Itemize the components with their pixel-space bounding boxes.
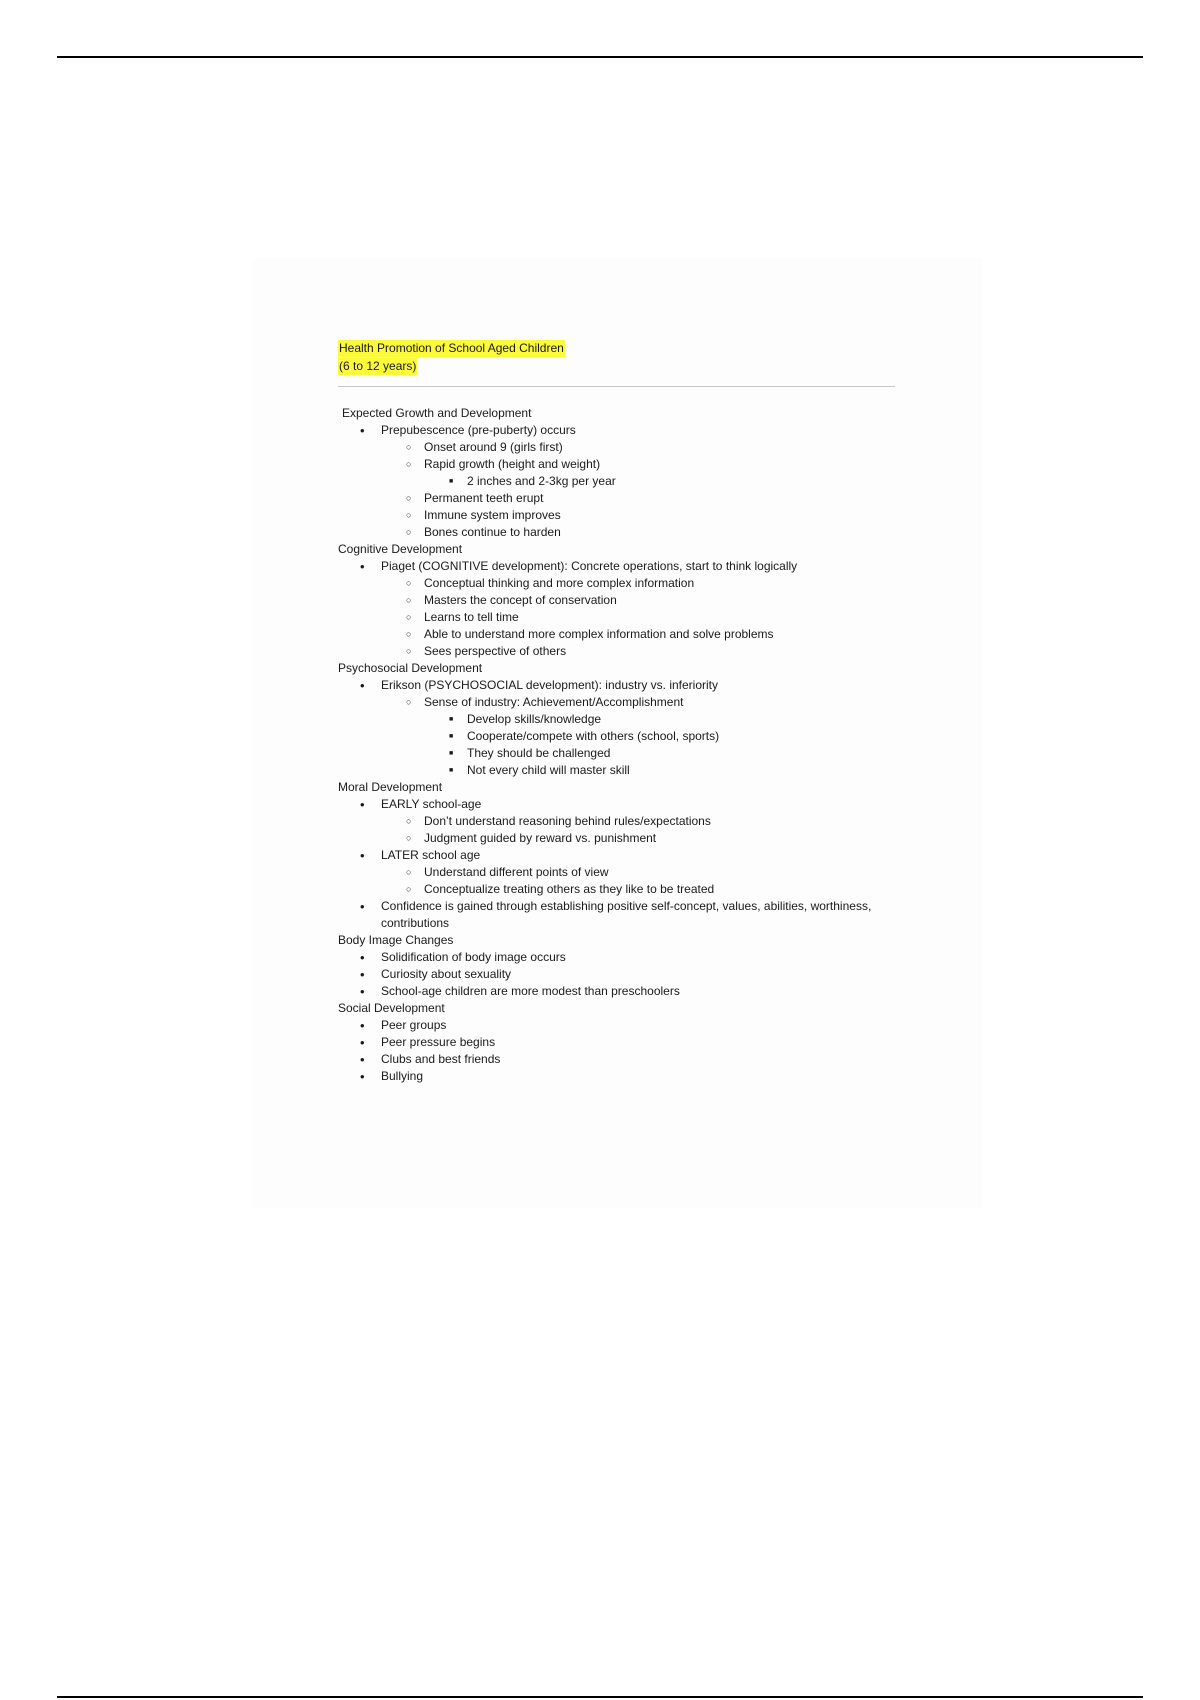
list-item-text: Not every child will master skill bbox=[467, 763, 630, 777]
section-heading: Expected Growth and Development bbox=[342, 406, 532, 420]
outline-section bbox=[338, 660, 898, 779]
title-divider bbox=[338, 386, 895, 387]
list-item bbox=[424, 762, 898, 779]
section-heading: Psychosocial Development bbox=[338, 661, 483, 675]
document-subtitle: (6 to 12 years) bbox=[339, 359, 417, 373]
list-item bbox=[381, 507, 898, 524]
list-item bbox=[338, 796, 898, 847]
list-item bbox=[338, 1017, 898, 1034]
list-item bbox=[338, 1068, 898, 1085]
bullet-list-level-1 bbox=[338, 558, 898, 660]
bullet-list-level-2 bbox=[381, 864, 898, 898]
list-item-text: Bullying bbox=[381, 1069, 424, 1083]
bullet-list-level-2 bbox=[381, 575, 898, 660]
list-item-text: Peer pressure begins bbox=[381, 1035, 496, 1049]
list-item-text: Understand different points of view bbox=[424, 865, 609, 879]
list-item-text: Prepubescence (pre-puberty) occurs bbox=[381, 423, 576, 437]
list-item bbox=[338, 677, 898, 779]
bullet-list-level-3 bbox=[424, 473, 898, 490]
list-item bbox=[338, 949, 898, 966]
list-item bbox=[381, 881, 898, 898]
list-item bbox=[338, 966, 898, 983]
list-item-text: Masters the concept of conservation bbox=[424, 593, 617, 607]
title-block bbox=[338, 340, 898, 376]
bullet-list-level-2 bbox=[381, 439, 898, 541]
list-item-text: Develop skills/knowledge bbox=[467, 712, 602, 726]
list-item-text: They should be challenged bbox=[467, 746, 611, 760]
document-content bbox=[338, 340, 898, 1085]
list-item-text: Onset around 9 (girls first) bbox=[424, 440, 563, 454]
document-title: Health Promotion of School Aged Children bbox=[339, 341, 564, 355]
list-item-text: Don’t understand reasoning behind rules/expectations bbox=[424, 814, 711, 828]
list-item-text: Solidification of body image occurs bbox=[381, 950, 566, 964]
list-item-text: Sees perspective of others bbox=[424, 644, 567, 658]
list-item-text: Sense of industry: Achievement/Accomplishment bbox=[424, 695, 684, 709]
list-item-text: Permanent teeth erupt bbox=[424, 491, 544, 505]
list-item bbox=[381, 694, 898, 779]
bullet-list-level-1 bbox=[338, 796, 898, 932]
list-item bbox=[381, 643, 898, 660]
outline-section bbox=[338, 405, 898, 541]
list-item-text: Conceptualize treating others as they like to be treated bbox=[424, 882, 715, 896]
top-rule bbox=[57, 56, 1143, 58]
list-item-text: Piaget (COGNITIVE development): Concrete operations, start to think logically bbox=[381, 559, 798, 573]
list-item-text: Able to understand more complex information and solve problems bbox=[424, 627, 774, 641]
list-item-text: Rapid growth (height and weight) bbox=[424, 457, 601, 471]
bullet-list-level-1 bbox=[338, 422, 898, 541]
outline-sections bbox=[338, 405, 898, 1085]
list-item bbox=[338, 898, 898, 932]
section-heading: Social Development bbox=[338, 1001, 445, 1015]
list-item-text: LATER school age bbox=[381, 848, 481, 862]
list-item-text: School-age children are more modest than preschoolers bbox=[381, 984, 680, 998]
list-item-text: EARLY school-age bbox=[381, 797, 482, 811]
list-item bbox=[338, 847, 898, 898]
list-item bbox=[381, 456, 898, 490]
list-item-text: Clubs and best friends bbox=[381, 1052, 501, 1066]
bullet-list-level-2 bbox=[381, 694, 898, 779]
list-item bbox=[381, 830, 898, 847]
list-item bbox=[381, 524, 898, 541]
list-item bbox=[338, 1051, 898, 1068]
list-item-text: Judgment guided by reward vs. punishment bbox=[424, 831, 657, 845]
list-item-text: Cooperate/compete with others (school, sports) bbox=[467, 729, 720, 743]
list-item bbox=[338, 558, 898, 660]
list-item bbox=[381, 575, 898, 592]
list-item-text: Erikson (PSYCHOSOCIAL development): industry vs. inferiority bbox=[381, 678, 719, 692]
list-item-text: Bones continue to harden bbox=[424, 525, 561, 539]
list-item bbox=[424, 745, 898, 762]
bullet-list-level-1 bbox=[338, 949, 898, 1000]
outline-section bbox=[338, 779, 898, 932]
section-heading: Cognitive Development bbox=[338, 542, 463, 556]
list-item bbox=[424, 728, 898, 745]
list-item-text: Curiosity about sexuality bbox=[381, 967, 512, 981]
bottom-rule bbox=[57, 1696, 1143, 1698]
list-item-text: Learns to tell time bbox=[424, 610, 519, 624]
bullet-list-level-1 bbox=[338, 677, 898, 779]
list-item bbox=[381, 592, 898, 609]
list-item bbox=[424, 473, 898, 490]
list-item bbox=[338, 1034, 898, 1051]
list-item bbox=[381, 439, 898, 456]
bullet-list-level-3 bbox=[424, 711, 898, 779]
list-item bbox=[381, 626, 898, 643]
bullet-list-level-1 bbox=[338, 1017, 898, 1085]
list-item bbox=[381, 490, 898, 507]
list-item-text: 2 inches and 2-3kg per year bbox=[467, 474, 616, 488]
list-item bbox=[381, 864, 898, 881]
list-item bbox=[424, 711, 898, 728]
list-item bbox=[381, 609, 898, 626]
section-heading: Body Image Changes bbox=[338, 933, 454, 947]
section-heading: Moral Development bbox=[338, 780, 443, 794]
list-item-text: Conceptual thinking and more complex information bbox=[424, 576, 695, 590]
bullet-list-level-2 bbox=[381, 813, 898, 847]
list-item-text: Peer groups bbox=[381, 1018, 447, 1032]
list-item bbox=[381, 813, 898, 830]
outline-section bbox=[338, 1000, 898, 1085]
outline-section bbox=[338, 932, 898, 1000]
list-item-text: Immune system improves bbox=[424, 508, 561, 522]
outline-section bbox=[338, 541, 898, 660]
list-item bbox=[338, 422, 898, 541]
list-item bbox=[338, 983, 898, 1000]
list-item-text: Confidence is gained through establishing positive self-concept, values, abilities, worthiness, contributions bbox=[381, 899, 872, 930]
